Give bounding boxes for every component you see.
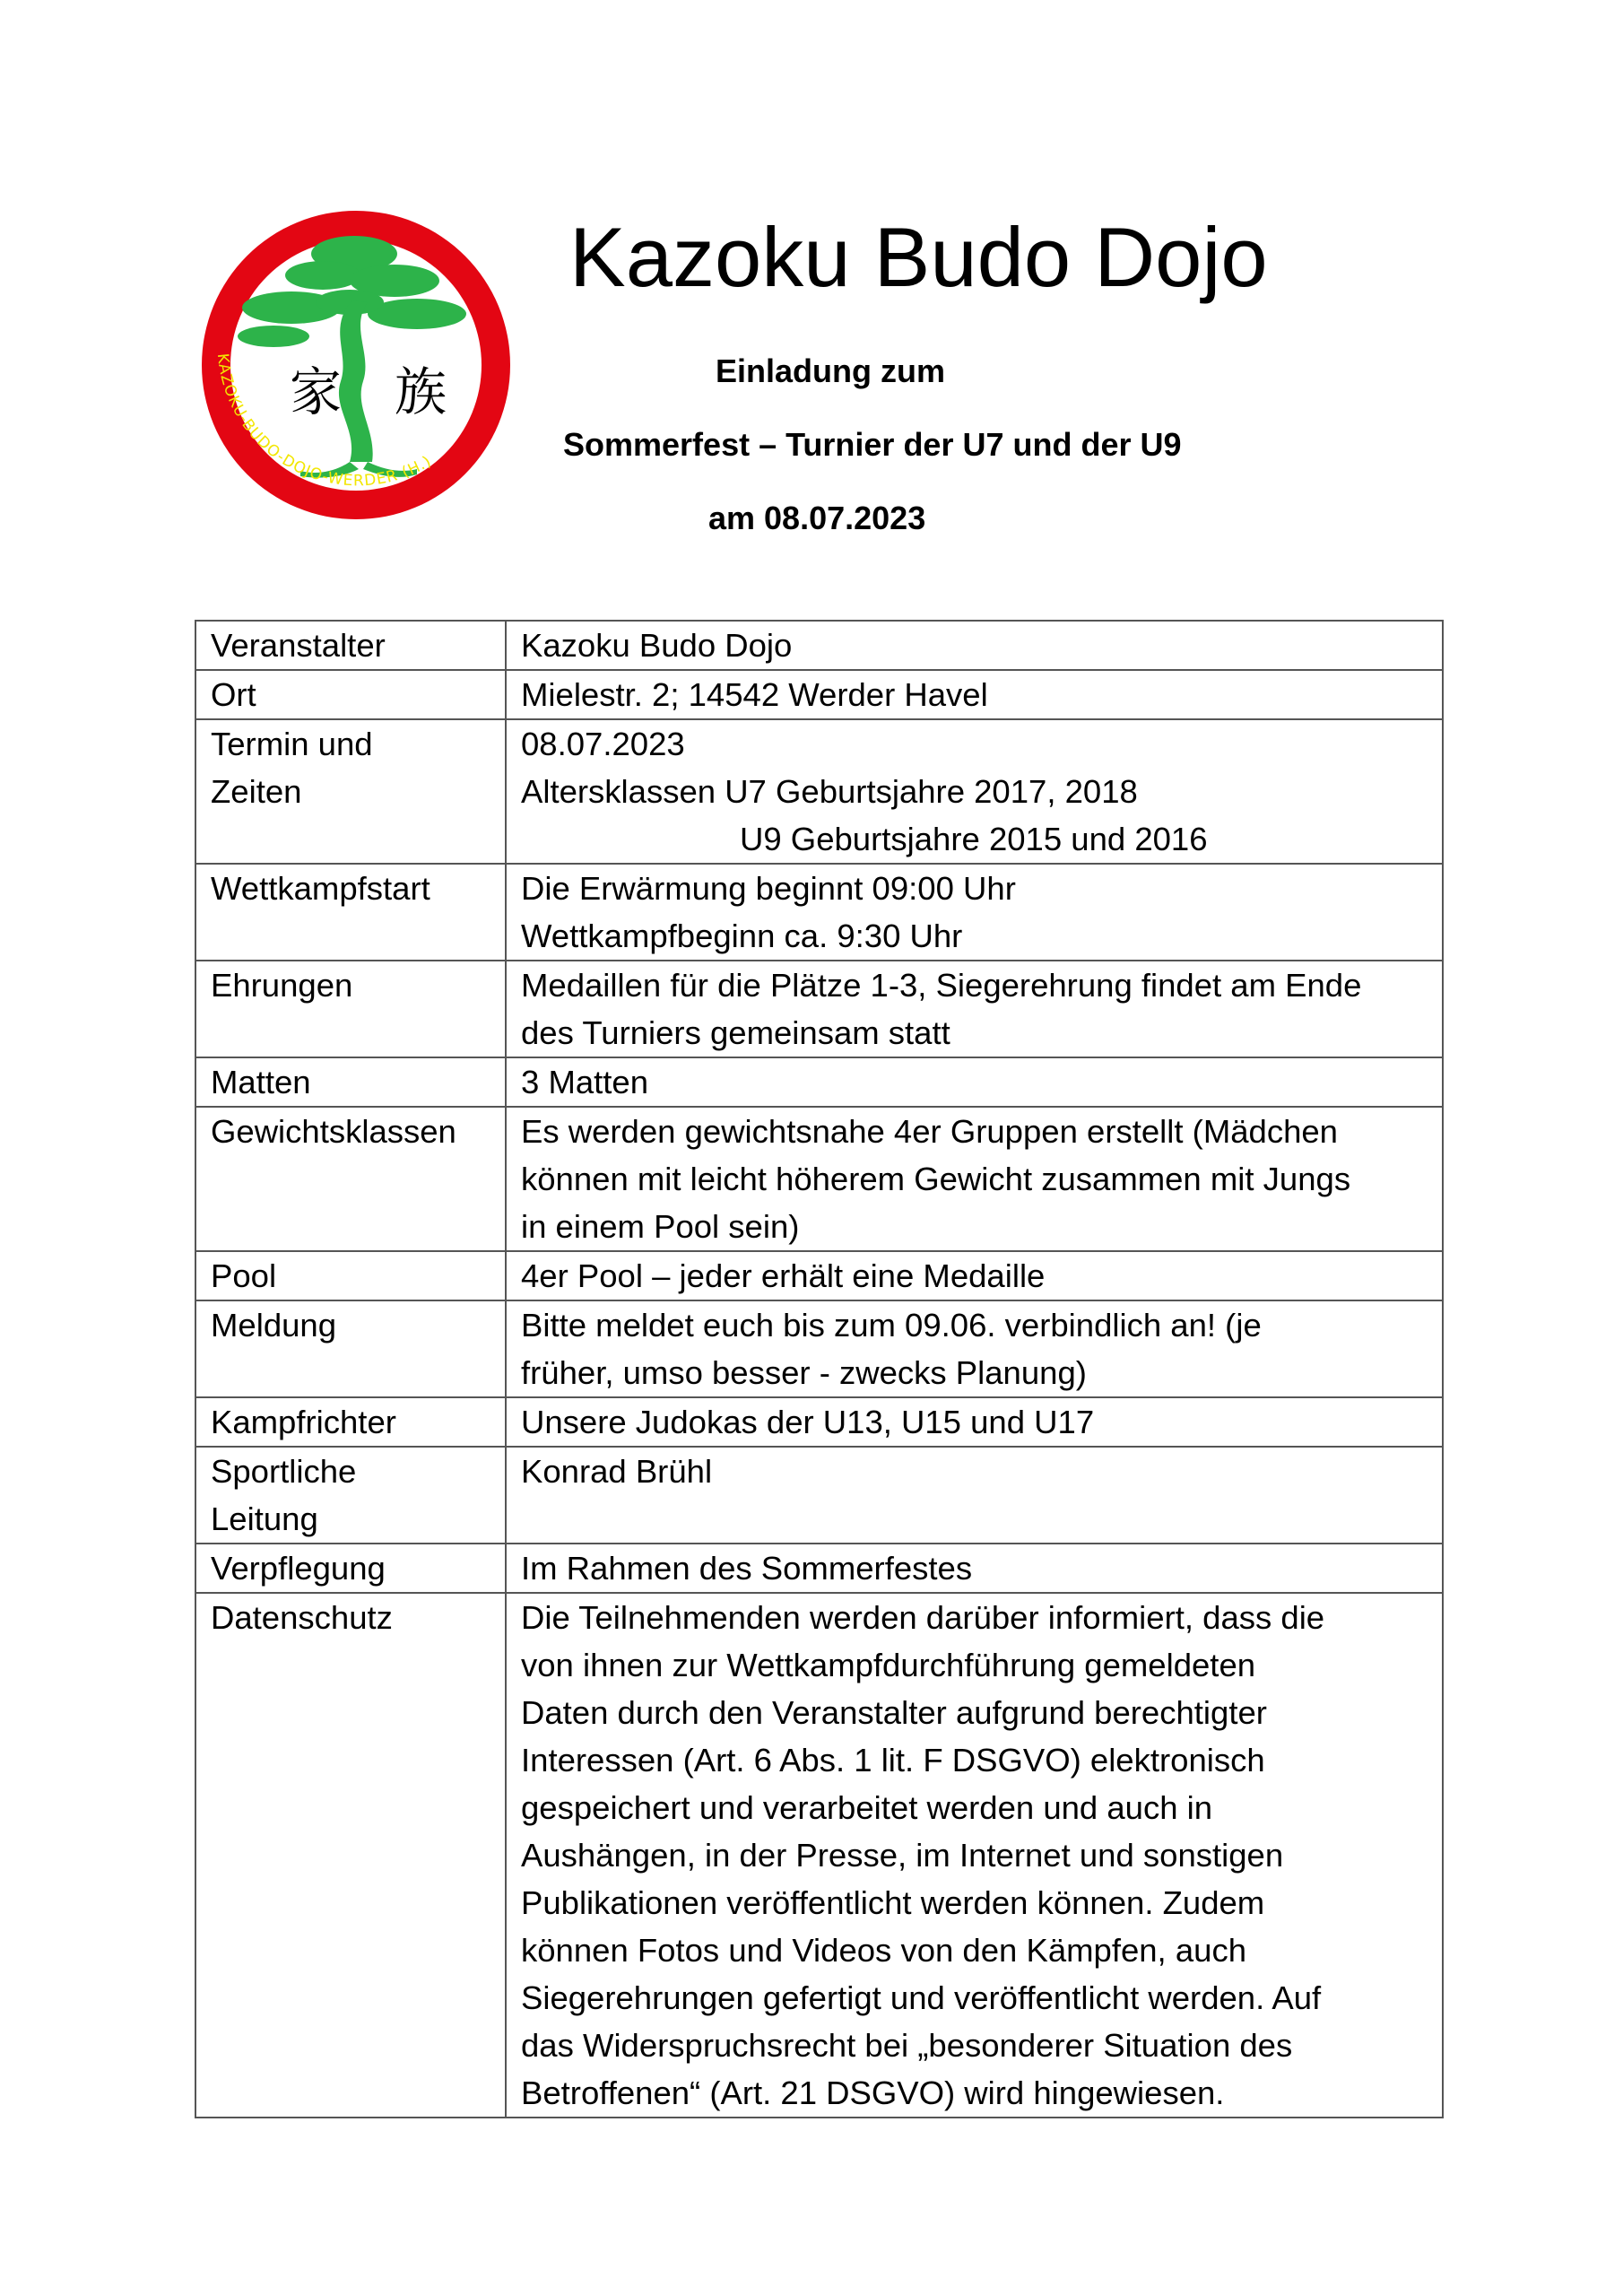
event-info-table <box>195 620 1444 2118</box>
table-row <box>195 1593 1443 2118</box>
row-label: Veranstalter <box>195 621 506 670</box>
table-row <box>195 670 1443 719</box>
row-value: Bitte meldet euch bis zum 09.06. verbindlich an! (je früher, umso besser - zwecks Planung) <box>506 1300 1443 1397</box>
table-row <box>195 961 1443 1057</box>
row-label: Meldung <box>195 1300 506 1397</box>
row-value: Mielestr. 2; 14542 Werder Havel <box>506 670 1443 719</box>
logo-ring-text: KAZOKU-BUDO-DOJO-WERDER (H.) <box>213 352 436 491</box>
table-row <box>195 719 1443 864</box>
table-row <box>195 621 1443 670</box>
row-value: 3 Matten <box>506 1057 1443 1107</box>
table-row <box>195 1107 1443 1251</box>
row-value: Konrad Brühl <box>506 1447 1443 1544</box>
row-value: 08.07.2023 Altersklassen U7 Geburtsjahre 2017, 2018 U9 Geburtsjahre 2015 und 2016 <box>506 719 1443 864</box>
table-row <box>195 1447 1443 1544</box>
table-row <box>195 1544 1443 1593</box>
kanji-right: 族 <box>395 361 447 422</box>
table-row <box>195 1251 1443 1300</box>
row-label: Kampfrichter <box>195 1397 506 1447</box>
row-value: Kazoku Budo Dojo <box>506 621 1443 670</box>
row-label: Ort <box>195 670 506 719</box>
row-label: Matten <box>195 1057 506 1107</box>
row-value: Die Erwärmung beginnt 09:00 Uhr Wettkampfbeginn ca. 9:30 Uhr <box>506 864 1443 961</box>
row-label: Datenschutz <box>195 1593 506 2118</box>
row-value: Unsere Judokas der U13, U15 und U17 <box>506 1397 1443 1447</box>
table-row <box>195 1397 1443 1447</box>
event-line: Sommerfest – Turnier der U7 und der U9 <box>563 426 1182 463</box>
row-label: Sportliche Leitung <box>195 1447 506 1544</box>
row-label: Pool <box>195 1251 506 1300</box>
date-line: am 08.07.2023 <box>708 500 926 536</box>
table-row <box>195 864 1443 961</box>
row-label: Gewichtsklassen <box>195 1107 506 1251</box>
club-logo <box>193 202 520 529</box>
table-row <box>195 1300 1443 1397</box>
row-label: Termin und Zeiten <box>195 719 506 864</box>
row-value: Medaillen für die Plätze 1-3, Siegerehrung findet am Ende des Turniers gemeinsam statt <box>506 961 1443 1057</box>
row-value: 4er Pool – jeder erhält eine Medaille <box>506 1251 1443 1300</box>
row-label: Ehrungen <box>195 961 506 1057</box>
kanji-left: 家 <box>290 361 343 422</box>
row-value: Es werden gewichtsnahe 4er Gruppen erstellt (Mädchen können mit leicht höherem Gewicht zusammen mit Jungs in einem Pool sein) <box>506 1107 1443 1251</box>
row-label: Verpflegung <box>195 1544 506 1593</box>
table-row <box>195 1057 1443 1107</box>
invitation-line: Einladung zum <box>716 352 945 389</box>
page-title: Kazoku Budo Dojo <box>569 210 1268 304</box>
row-value: Die Teilnehmenden werden darüber informiert, dass die von ihnen zur Wettkampfdurchführung gemeldeten Daten durch den Veranstalter aufgrund berechtigter Interessen (Art. 6 Abs. 1 lit. F DSGVO) elektronisch gespeichert und verarbeitet werden und auch in Aushängen, in der Presse, im Internet und sonstigen Publikationen veröffentlicht werden können. Zudem können Fotos und Videos von den Kämpfen, auch Siegerehrungen gefertigt und veröffentlicht werden. Auf das Widerspruchsrecht bei „besonderer Situation des Betroffenen“ (Art. 21 DSGVO) wird hingewiesen. <box>506 1593 1443 2118</box>
row-value: Im Rahmen des Sommerfestes <box>506 1544 1443 1593</box>
row-label: Wettkampfstart <box>195 864 506 961</box>
